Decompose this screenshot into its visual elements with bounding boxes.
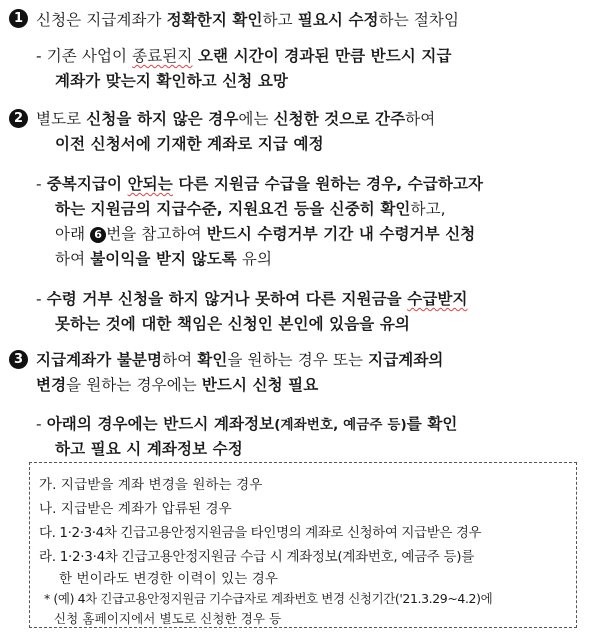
dash-marker: - bbox=[36, 47, 42, 65]
case-item-d-line-2: 한 번이라도 변경한 이력이 있는 경우 bbox=[59, 571, 279, 587]
number-bullet-3: 3 bbox=[9, 350, 28, 369]
section-2-sub-a-3: 아래 6 번을 참고하여 반드시 수령거부 기간 내 수령거부 신청 bbox=[55, 225, 476, 243]
number-bullet-1: 1 bbox=[9, 9, 28, 28]
section-2-line-1: 별도로 신청을 하지 않은 경우에는 신청한 것으로 간주하여 bbox=[36, 110, 436, 128]
section-3-sub-2: 하고 필요 시 계좌정보 수정 bbox=[55, 440, 243, 458]
section-3-line-2: 변경을 원하는 경우에는 반드시 신청 필요 bbox=[36, 376, 319, 394]
section-1-sub-2: 계좌가 맞는지 확인하고 신청 요망 bbox=[55, 72, 289, 90]
dash-marker: - bbox=[36, 290, 42, 308]
section-2-sub-b-1: - 수령 거부 신청을 하지 않거나 못하여 다른 지원금을 수급받지 bbox=[36, 290, 468, 308]
section-2-line-2: 이전 신청서에 기재한 계좌로 지급 예정 bbox=[55, 135, 324, 153]
dash-marker: - bbox=[36, 175, 42, 193]
case-note-line-2: 신청 홈페이지에서 별도로 신청한 경우 등 bbox=[54, 611, 282, 626]
section-2-sub-a-1: - 중복지급이 안되는 다른 지원금 수급을 원하는 경우, 수급하고자 bbox=[36, 175, 484, 193]
case-item-b: 나. 지급받은 계좌가 압류된 경우 bbox=[39, 501, 232, 517]
number-bullet-2: 2 bbox=[9, 109, 28, 128]
case-item-a: 가. 지급받을 계좌 변경을 원하는 경우 bbox=[39, 477, 263, 493]
section-2-sub-a-4: 하여 불이익을 받지 않도록 유의 bbox=[55, 250, 273, 268]
section-2-sub-a-2: 하는 지원금의 지급수준, 지원요건 등을 신중히 확인하고, bbox=[55, 200, 446, 218]
number-bullet-6: 6 bbox=[90, 227, 106, 243]
case-item-c: 다. 1·2·3·4차 긴급고용안정지원금을 타인명의 계좌로 신청하여 지급받은 경우 bbox=[39, 525, 482, 541]
case-list-box bbox=[29, 462, 577, 628]
case-item-d-line-1: 라. 1·2·3·4차 긴급고용안정지원금 수급 시 계좌정보(계좌번호, 예금주 등)를 bbox=[39, 549, 474, 565]
section-1-sub-1: - 기존 사업이 종료된지 오랜 시간이 경과된 만큼 반드시 지급 bbox=[36, 47, 452, 65]
dash-marker: - bbox=[36, 415, 42, 433]
section-1-line-1: 신청은 지급계좌가 정확한지 확인하고 필요시 수정하는 절차임 bbox=[36, 11, 460, 29]
section-2-sub-b-2: 못하는 것에 대한 책임은 신청인 본인에 있음을 유의 bbox=[55, 315, 411, 333]
section-3-line-1: 지급계좌가 불분명하여 확인을 원하는 경우 또는 지급계좌의 bbox=[36, 351, 444, 369]
case-note-line-1: * (예) 4차 긴급고용안정지원금 기수급자로 계좌번호 변경 신청기간('21.3.29~4.2)에 bbox=[44, 591, 493, 606]
section-3-sub-1: - 아래의 경우에는 반드시 계좌정보(계좌번호, 예금주 등)를 확인 bbox=[36, 415, 458, 433]
